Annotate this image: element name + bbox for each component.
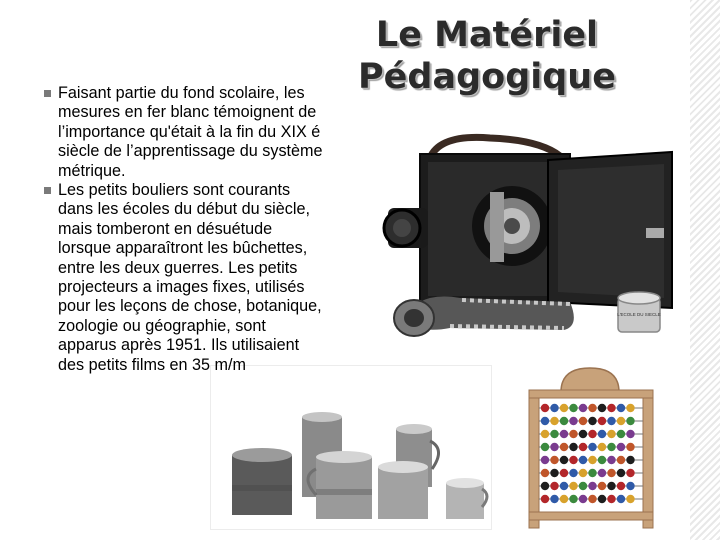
title-line-1: Le Matériel	[375, 15, 599, 55]
bullet-text: Les petits bouliers sont courants dans les écoles du début du siècle, mais tomberont en désuétude lorsque apparaîtront les bûchettes, entre les deux guerres. Les petits projecteurs a images fixes, utilisés pour les leçons de chose, botanique, zoologie ou géographie, sont apparus après 1951. Ils utilisaient des petits films en 35 m/m	[58, 181, 322, 374]
slide-title	[352, 14, 622, 98]
title-line-2: Pédagogique	[358, 57, 616, 97]
bullet-item	[44, 181, 324, 375]
bullet-item	[44, 84, 324, 181]
bullet-list	[44, 84, 324, 375]
film-tin-label: L'ECOLE DU SIECLE	[617, 312, 661, 317]
slide-border-decoration	[690, 0, 720, 540]
projector-photo	[380, 130, 674, 340]
abacus-photo	[515, 362, 665, 532]
bullet-text: Faisant partie du fond scolaire, les mesures en fer blanc témoignent de l’importance qu'était à la fin du XIX é siècle de l’apprentissage du système métrique.	[58, 84, 323, 180]
tin-measures-photo	[210, 365, 492, 530]
bullet-marker-icon	[44, 90, 51, 97]
bullet-marker-icon	[44, 187, 51, 194]
